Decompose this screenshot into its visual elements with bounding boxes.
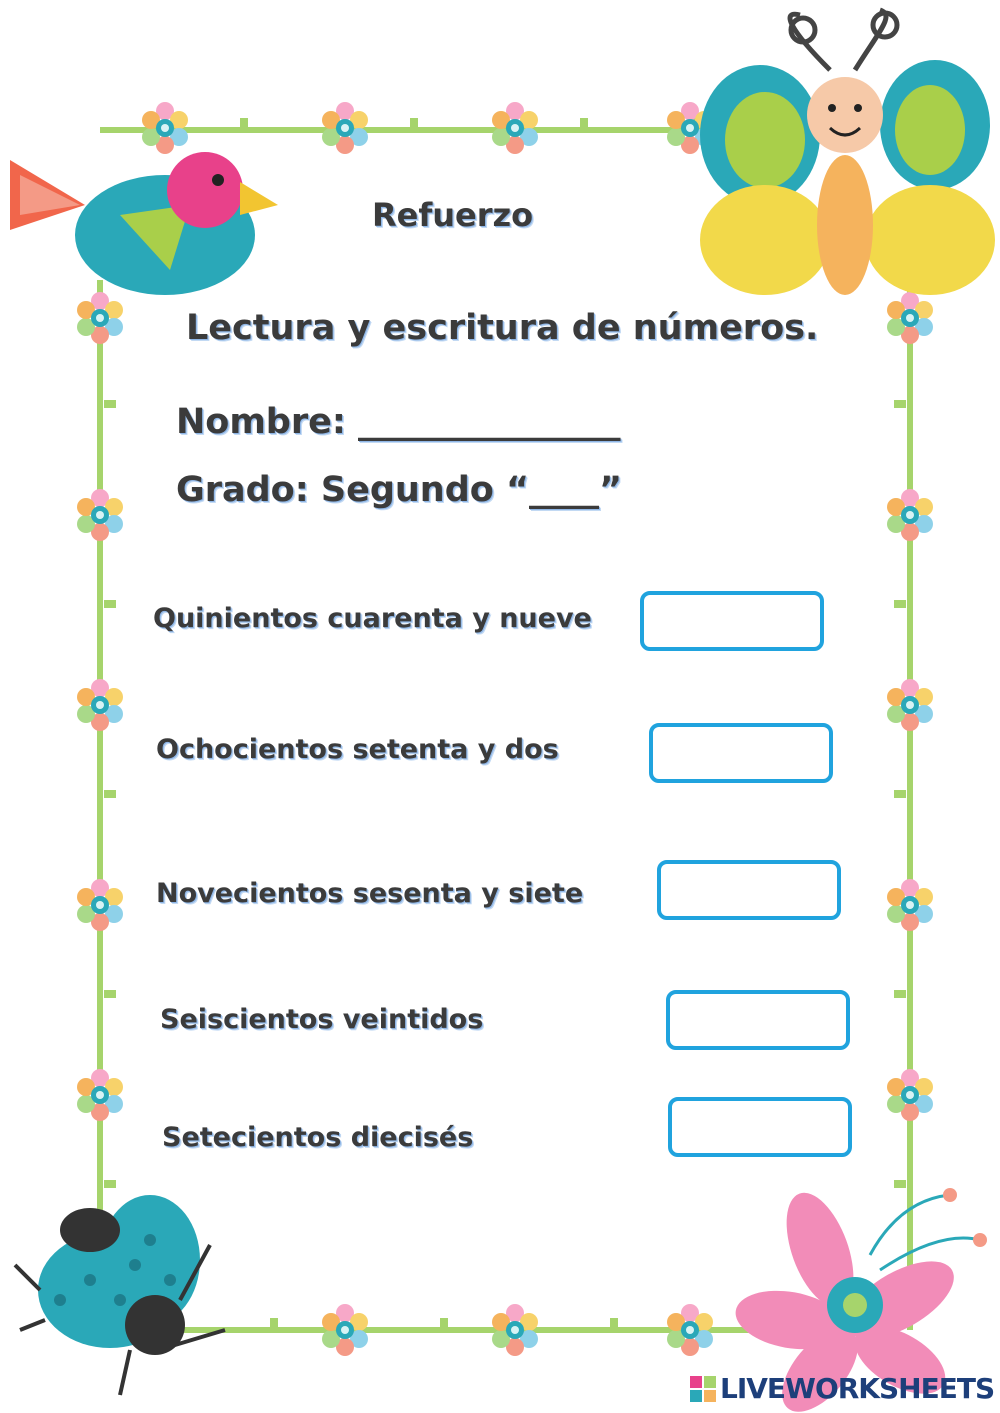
exercise-item-2-text: Ochocientos setenta y dos — [156, 734, 559, 765]
bird-illustration — [10, 152, 278, 295]
exercise-item-4-text: Seiscientos veintidos — [160, 1004, 484, 1035]
exercise-item-5-text: Setecientos diecisés — [162, 1122, 474, 1153]
worksheet-subtitle: Lectura y escritura de números. — [186, 308, 819, 348]
name-field-label: Nombre: _______________ — [176, 402, 621, 442]
answer-box-4[interactable] — [666, 990, 850, 1050]
liveworksheets-badge-icon — [690, 1376, 716, 1402]
exercise-item-1-text: Quinientos cuarenta y nueve — [153, 603, 592, 634]
answer-box-3[interactable] — [657, 860, 841, 920]
brand-name: LIVEWORKSHEETS — [720, 1372, 995, 1405]
answer-box-2[interactable] — [649, 723, 833, 783]
grade-field-label: Grado: Segundo “____” — [176, 470, 623, 510]
answer-box-5[interactable] — [668, 1097, 852, 1157]
butterfly-illustration — [700, 10, 995, 295]
answer-box-1[interactable] — [640, 591, 824, 651]
exercise-item-3-text: Novecientos sesenta y siete — [156, 878, 584, 909]
worksheet-title: Refuerzo — [372, 196, 534, 234]
beetle-illustration — [15, 1195, 225, 1395]
